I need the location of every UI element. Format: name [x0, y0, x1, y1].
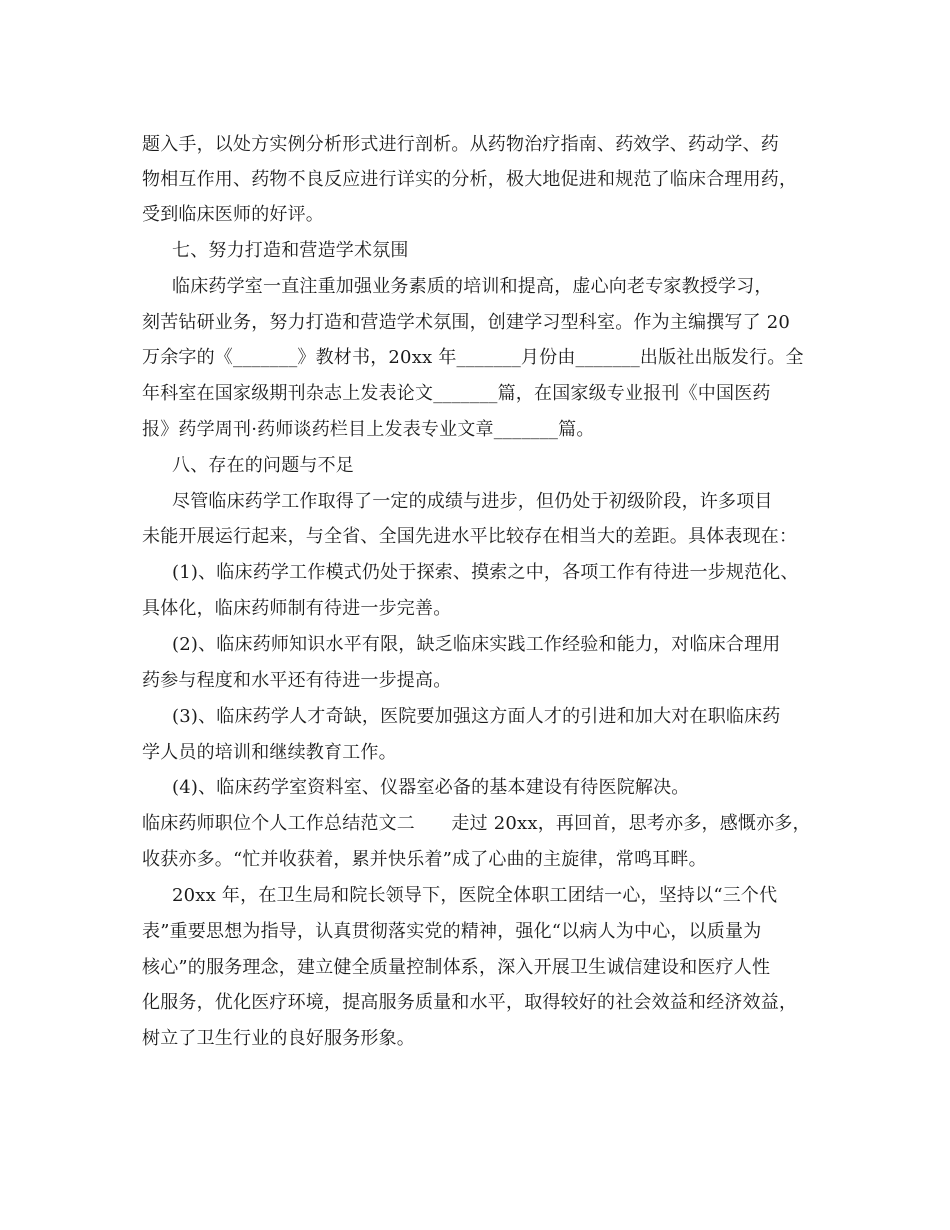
body-text-line: 未能开展运行起来，与全省、全国先进水平比较存在相当大的差距。具体表现在：	[142, 526, 798, 547]
list-item-3: (3)、临床药学人才奇缺，医院要加强这方面人才的引进和加大对在职临床药	[172, 706, 781, 727]
body-text-line: 年科室在国家级期刊杂志上发表论文_______篇，在国家级专业报刊《中国医药	[142, 383, 771, 404]
body-text-line: 树立了卫生行业的良好服务形象。	[142, 1028, 415, 1049]
body-text-line: 临床药学室一直注重加强业务素质的培训和提高，虚心向老专家教授学习，	[172, 276, 773, 297]
body-text-line: 化服务，优化医疗环境，提高服务质量和水平，取得较好的社会效益和经济效益，	[142, 992, 798, 1013]
body-text-line: 尽管临床药学工作取得了一定的成绩与进步，但仍处于初级阶段，许多项目	[172, 491, 773, 512]
list-item-1: (1)、临床药学工作模式仍处于探索、摸索之中，各项工作有待进一步规范化、	[172, 562, 799, 583]
section-heading: 八、存在的问题与不足	[172, 455, 354, 476]
body-text-line: 具体化，临床药师制有待进一步完善。	[142, 598, 452, 619]
body-text-line: 药参与程度和水平还有待进一步提高。	[142, 670, 452, 691]
body-text-line: 表”重要思想为指导，认真贯彻落实党的精神，强化“以病人为中心，以质量为	[142, 921, 762, 942]
section-heading: 七、努力打造和营造学术氛围	[172, 240, 409, 261]
body-text-line: 题入手，以处方实例分析形式进行剖析。从药物治疗指南、药效学、药动学、药	[142, 134, 779, 155]
body-text-line: 万余字的《_______》教材书，20xx 年_______月份由_______出版社出版发行。全	[142, 347, 804, 368]
body-text-line: 受到临床医师的好评。	[142, 204, 324, 225]
body-text-line: 报》药学周刊·药师谈药栏目上发表专业文章_______篇。	[142, 419, 595, 440]
list-item-4: (4)、临床药学室资料室、仪器室必备的基本建设有待医院解决。	[172, 777, 690, 798]
body-text-line: 学人员的培训和继续教育工作。	[142, 742, 397, 763]
body-text-line: 物相互作用、药物不良反应进行详实的分析，极大地促进和规范了临床合理用药，	[142, 169, 798, 190]
article-title-line: 临床药师职位个人工作总结范文二 走过 20xx，再回首，思考亦多，感慨亦多，	[142, 813, 811, 834]
body-text-line: 核心”的服务理念，建立健全质量控制体系，深入开展卫生诚信建设和医疗人性	[142, 957, 771, 978]
body-text-line: 刻苦钻研业务，努力打造和营造学术氛围，创建学习型科室。作为主编撰写了 20	[142, 312, 791, 333]
body-text-line: 收获亦多。“忙并收获着，累并快乐着”成了心曲的主旋律，常鸣耳畔。	[142, 849, 707, 870]
body-text-line: 20xx 年，在卫生局和院长领导下，医院全体职工团结一心，坚持以“三个代	[172, 885, 778, 906]
list-item-2: (2)、临床药师知识水平有限，缺乏临床实践工作经验和能力，对临床合理用	[172, 634, 781, 655]
